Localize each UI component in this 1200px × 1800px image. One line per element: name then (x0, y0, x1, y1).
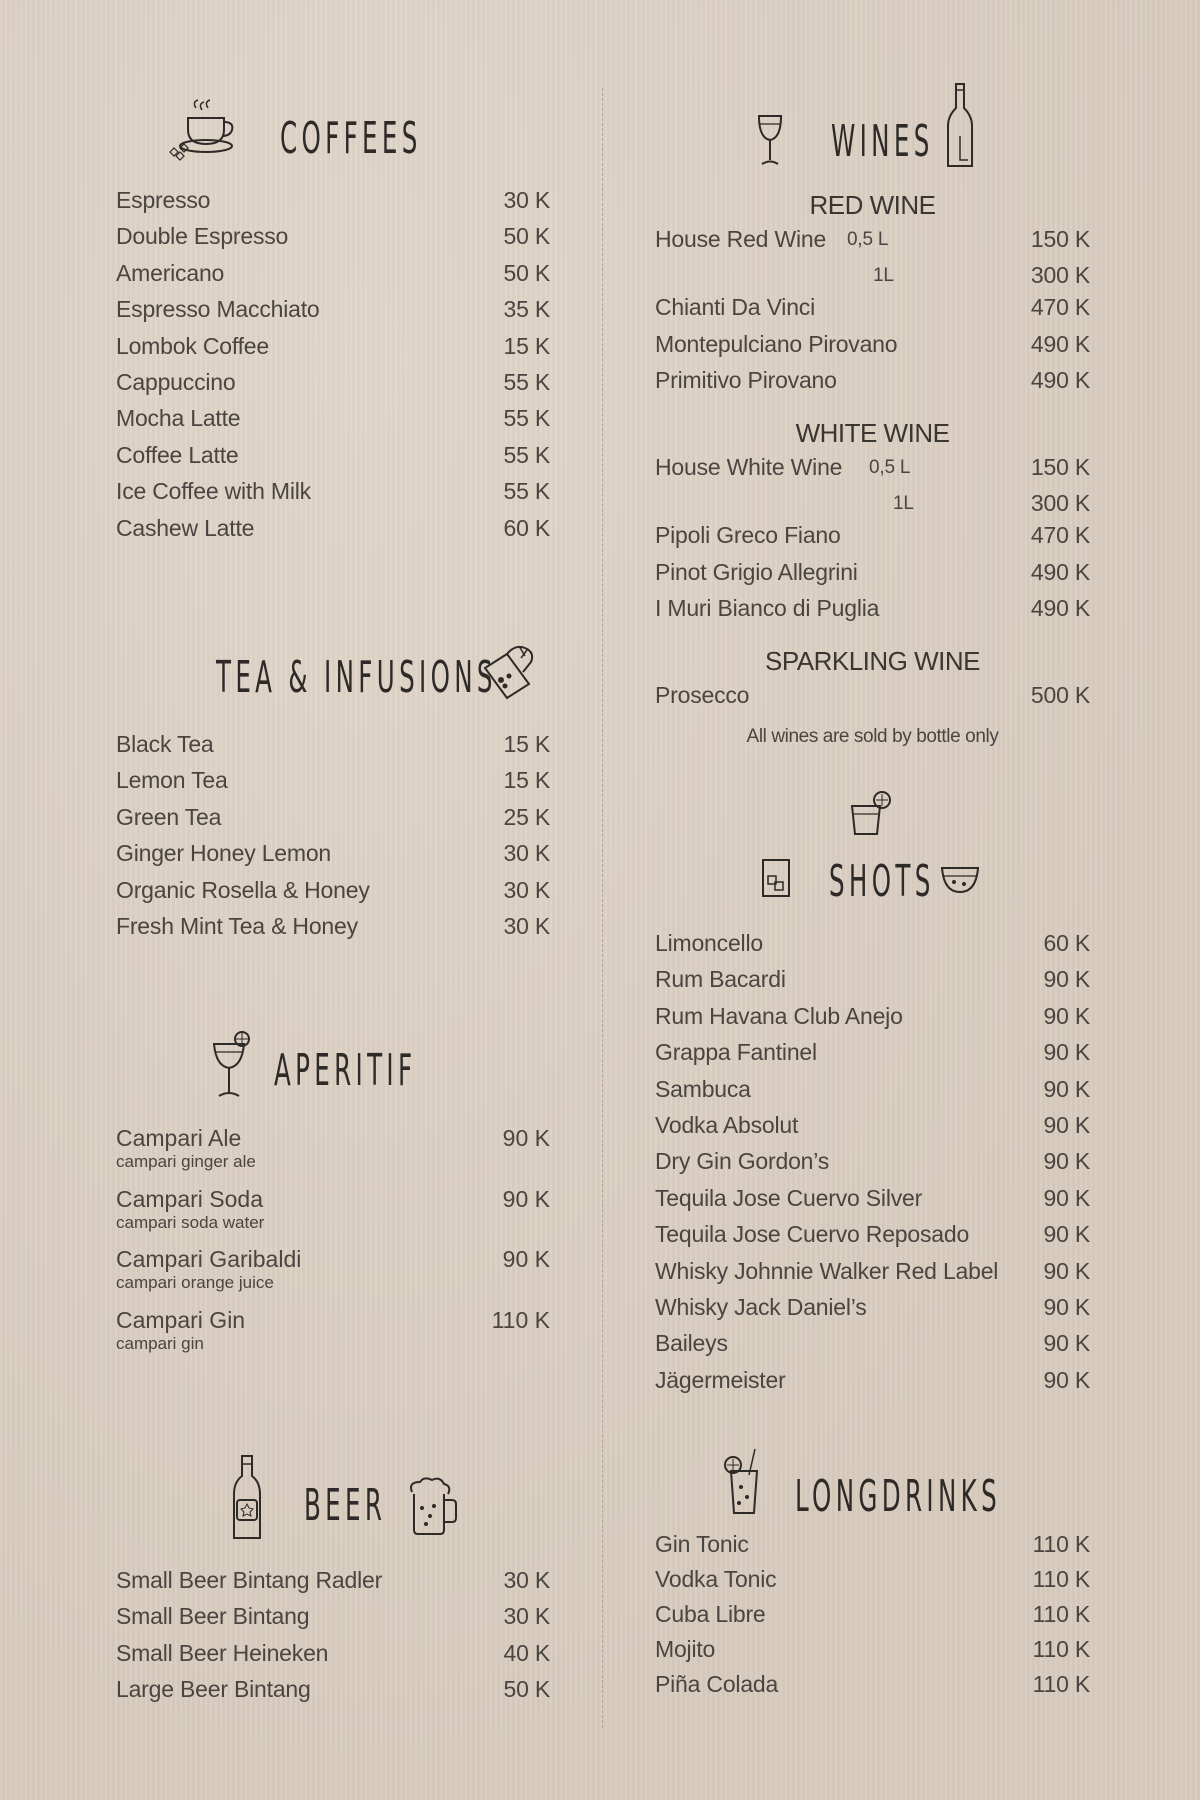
longdrinks-heading (655, 1445, 1090, 1545)
list-item (655, 1601, 1090, 1636)
list-item (116, 1307, 550, 1368)
item-name: Black Tea (116, 731, 214, 757)
item-name: Tequila Jose Cuervo Reposado (655, 1221, 970, 1248)
beer-list (116, 1567, 550, 1713)
list-item (655, 226, 1090, 262)
white-wine-list (655, 454, 1090, 632)
item-name: Dry Gin Gordon’s (655, 1148, 830, 1175)
list-item (655, 1221, 1090, 1257)
item-name: Espresso Macchiato (116, 296, 320, 323)
item-price: 90 K (1043, 1111, 1090, 1138)
item-price: 50 K (503, 259, 550, 286)
item-name: Primitivo Pirovano (655, 367, 837, 394)
list-item (655, 1294, 1090, 1330)
item-price: 50 K (503, 1676, 550, 1703)
beer-title: BEER (304, 1480, 387, 1531)
item-name: Cappuccino (116, 368, 236, 395)
item-name: House Red Wine (655, 226, 827, 252)
item-name: Green Tea (116, 803, 222, 830)
item-price: 110 K (1032, 1531, 1090, 1557)
tea-heading (116, 640, 550, 740)
item-price: 30 K (503, 1603, 550, 1630)
list-item (655, 1531, 1090, 1566)
item-price: 55 K (503, 405, 550, 432)
item-price: 30 K (503, 1567, 550, 1593)
list-item (116, 1186, 550, 1247)
item-price: 490 K (1030, 330, 1090, 357)
longdrinks-list (655, 1531, 1090, 1706)
list-item (655, 331, 1090, 367)
item-price: 90 K (1043, 1002, 1090, 1029)
item-name: Mojito (655, 1636, 716, 1662)
item-desc: campari soda water (116, 1212, 265, 1232)
item-name: Rum Havana Club Anejo (655, 1002, 903, 1029)
item-price: 60 K (503, 514, 550, 541)
item-name: Vodka Tonic (655, 1566, 777, 1592)
item-price: 15 K (503, 731, 550, 757)
item-name: Limoncello (655, 930, 763, 956)
list-item (655, 262, 1090, 294)
list-item (116, 1676, 550, 1712)
item-price: 150 K (1030, 454, 1090, 480)
list-item (655, 1367, 1090, 1403)
item-price: 90 K (1043, 1075, 1090, 1102)
shot-bowl-icon (940, 864, 980, 896)
item-name: Ice Coffee with Milk (116, 478, 311, 505)
item-price: 60 K (1043, 930, 1090, 956)
item-price: 110 K (1032, 1566, 1090, 1592)
item-price: 40 K (503, 1639, 550, 1666)
wine-glass-icon (757, 114, 783, 166)
list-item (116, 767, 550, 803)
item-name: Sambuca (655, 1075, 751, 1102)
tea-title: TEA & INFUSIONS (216, 652, 497, 703)
item-volume: 1L (893, 493, 914, 515)
list-item (116, 1567, 550, 1603)
longdrinks-title: LONGDRINKS (795, 1471, 1002, 1522)
item-name: Montepulciano Pirovano (655, 330, 898, 357)
wines-title: WINES (831, 116, 934, 167)
white-wine-subheading: WHITE WINE (795, 418, 950, 448)
item-price: 30 K (503, 187, 550, 213)
item-price: 35 K (503, 296, 550, 323)
beer-mug-icon (406, 1478, 460, 1536)
list-item (655, 1148, 1090, 1184)
sparkling-wine-list (655, 682, 1090, 718)
list-item (655, 1636, 1090, 1671)
item-price: 110 K (1032, 1636, 1090, 1662)
item-desc: campari gin (116, 1333, 204, 1353)
list-item (655, 490, 1090, 522)
item-price: 90 K (1043, 1184, 1090, 1211)
item-name: Cashew Latte (116, 514, 255, 541)
list-item (116, 1640, 550, 1676)
item-volume: 0,5 L (869, 457, 911, 478)
list-item (655, 294, 1090, 330)
item-name: Mocha Latte (116, 405, 241, 432)
list-item (116, 731, 550, 767)
list-item (655, 454, 1090, 490)
item-price: 490 K (1030, 595, 1090, 622)
item-volume: 0,5 L (847, 229, 889, 250)
item-price: 90 K (502, 1125, 550, 1151)
item-name: Pinot Grigio Allegrini (655, 558, 858, 585)
item-price: 55 K (503, 478, 550, 505)
shot-glass-lemon-icon (848, 790, 892, 838)
item-name: Jägermeister (655, 1366, 786, 1393)
list-item (655, 595, 1090, 631)
item-price: 470 K (1030, 294, 1090, 321)
column-divider (602, 88, 603, 1728)
item-price: 25 K (503, 803, 550, 830)
list-item (116, 804, 550, 840)
list-item (655, 1671, 1090, 1706)
item-volume: 1L (873, 265, 894, 287)
list-item (655, 1112, 1090, 1148)
item-price: 90 K (1043, 1221, 1090, 1248)
item-price: 300 K (1030, 262, 1090, 289)
wines-note: All wines are sold by bottle only (746, 726, 999, 747)
list-item (116, 1246, 550, 1307)
item-price: 300 K (1030, 490, 1090, 517)
tea-bag-icon (479, 642, 543, 702)
sparkling-wine-subheading: SPARKLING WINE (764, 646, 980, 676)
list-item (116, 405, 550, 441)
list-item (116, 187, 550, 223)
item-price: 90 K (1043, 1039, 1090, 1066)
item-price: 50 K (503, 223, 550, 250)
item-name: Lombok Coffee (116, 332, 269, 359)
item-desc: campari orange juice (116, 1273, 274, 1292)
beer-heading (116, 1450, 550, 1550)
list-item (655, 1185, 1090, 1221)
beer-bottle-icon (232, 1454, 262, 1542)
list-item (116, 840, 550, 876)
list-item (116, 913, 550, 949)
item-price: 15 K (503, 767, 550, 794)
item-price: 30 K (503, 876, 550, 903)
item-name: Campari Ale (116, 1125, 242, 1151)
item-name: Pipoli Greco Fiano (655, 522, 841, 549)
item-name: Cuba Libre (655, 1601, 766, 1627)
item-price: 490 K (1030, 558, 1090, 585)
tea-list (116, 731, 550, 949)
list-item (655, 1003, 1090, 1039)
item-price: 490 K (1030, 367, 1090, 394)
item-price: 110 K (491, 1306, 550, 1333)
list-item (655, 930, 1090, 966)
item-name: Vodka Absolut (655, 1111, 799, 1138)
list-item (655, 1566, 1090, 1601)
list-item (116, 333, 550, 369)
red-wine-subheading: RED WINE (809, 190, 936, 220)
item-price: 15 K (503, 332, 550, 359)
aperitif-list (116, 1125, 550, 1367)
wine-bottle-icon (945, 82, 975, 170)
list-item (655, 1258, 1090, 1294)
list-item (116, 1125, 550, 1186)
item-desc: campari ginger ale (116, 1152, 256, 1171)
list-item (116, 442, 550, 478)
item-name: Baileys (655, 1330, 728, 1357)
coffees-title: COFFEES (280, 113, 422, 164)
item-price: 90 K (502, 1246, 550, 1272)
item-name: Fresh Mint Tea & Honey (116, 912, 358, 939)
item-price: 90 K (1043, 966, 1090, 993)
item-name: Double Espresso (116, 223, 289, 250)
whisky-glass-icon (761, 858, 791, 900)
coffees-list (116, 187, 550, 551)
shots-list (655, 930, 1090, 1403)
item-price: 150 K (1030, 226, 1090, 252)
item-price: 30 K (503, 840, 550, 867)
item-name: Large Beer Bintang (116, 1676, 311, 1703)
item-name: Prosecco (655, 682, 750, 708)
longdrink-glass-icon (719, 1447, 769, 1517)
list-item (655, 1039, 1090, 1075)
item-name: Whisky Johnnie Walker Red Label (655, 1257, 999, 1284)
aperitif-heading (116, 1025, 550, 1125)
item-name: Campari Gin (116, 1306, 246, 1333)
item-name: Whisky Jack Daniel’s (655, 1293, 867, 1320)
coffee-cup-icon (166, 100, 240, 160)
item-price: 110 K (1032, 1671, 1090, 1697)
item-price: 90 K (1043, 1148, 1090, 1175)
item-name: Organic Rosella & Honey (116, 876, 370, 903)
list-item (655, 966, 1090, 1002)
red-wine-list (655, 226, 1090, 404)
item-price: 90 K (1043, 1257, 1090, 1284)
item-name: Gin Tonic (655, 1531, 749, 1557)
list-item (116, 877, 550, 913)
item-name: Grappa Fantinel (655, 1039, 817, 1066)
item-name: Coffee Latte (116, 441, 239, 468)
list-item (116, 223, 550, 259)
coffees-heading (116, 95, 550, 195)
shots-title: SHOTS (829, 856, 935, 907)
list-item (655, 682, 1090, 718)
list-item (116, 515, 550, 551)
item-price: 470 K (1030, 522, 1090, 549)
item-price: 90 K (1043, 1366, 1090, 1393)
cocktail-glass-icon (210, 1030, 252, 1102)
list-item (116, 260, 550, 296)
list-item (655, 559, 1090, 595)
item-name: Chianti Da Vinci (655, 294, 816, 321)
item-name: Rum Bacardi (655, 966, 786, 993)
list-item (116, 369, 550, 405)
wines-heading (655, 80, 1090, 180)
list-item (655, 1076, 1090, 1112)
item-name: Small Beer Heineken (116, 1639, 329, 1666)
item-name: I Muri Bianco di Puglia (655, 595, 880, 622)
item-name: Americano (116, 259, 225, 286)
item-price: 110 K (1032, 1601, 1090, 1627)
aperitif-title: APERITIF (274, 1045, 417, 1096)
shots-heading (655, 790, 1090, 907)
list-item (116, 296, 550, 332)
list-item (116, 1603, 550, 1639)
item-price: 90 K (1043, 1330, 1090, 1357)
item-price: 90 K (1043, 1293, 1090, 1320)
item-price: 500 K (1030, 682, 1090, 708)
item-name: Small Beer Bintang Radler (116, 1567, 383, 1593)
item-name: Tequila Jose Cuervo Silver (655, 1184, 923, 1211)
item-name: Campari Soda (116, 1185, 264, 1212)
item-price: 30 K (503, 912, 550, 939)
item-name: Espresso (116, 187, 211, 213)
list-item (655, 1330, 1090, 1366)
item-name: House White Wine (655, 454, 843, 480)
item-price: 90 K (502, 1185, 550, 1212)
item-name: Small Beer Bintang (116, 1603, 310, 1630)
item-price: 55 K (503, 368, 550, 395)
list-item (655, 367, 1090, 403)
item-name: Ginger Honey Lemon (116, 840, 332, 867)
item-name: Lemon Tea (116, 767, 228, 794)
list-item (116, 478, 550, 514)
item-name: Campari Garibaldi (116, 1246, 302, 1272)
list-item (655, 522, 1090, 558)
item-price: 55 K (503, 441, 550, 468)
item-name: Piña Colada (655, 1671, 779, 1697)
